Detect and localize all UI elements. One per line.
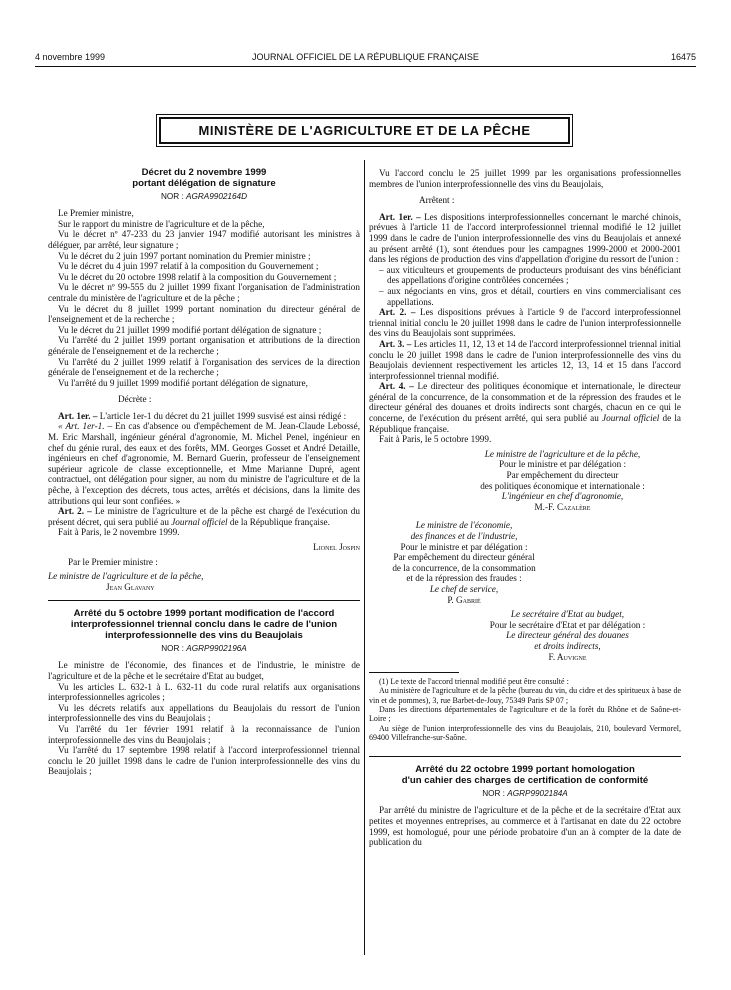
sig-name: F. Auvigne <box>548 651 587 662</box>
header-rule <box>35 66 696 67</box>
section-rule <box>369 756 681 757</box>
decret-fait: Fait à Paris, le 2 novembre 1999. <box>58 527 180 538</box>
ministry-heading: MINISTÈRE DE L'AGRICULTURE ET DE LA PÊCHE <box>159 117 570 144</box>
sig-line: L'ingénieur en chef d'agronomie, <box>501 491 624 502</box>
arrete1-art3: Art. 3. – Les articles 11, 12, 13 et 14 de l'accord interprofessionnel triennal initial conclu le 20 juillet 1998 dans le cadre de l'union interprofessionnelle des vins du Beaujolais deviennent respectivement les articles 12, 13, 14 et 15 dans l'accord interprofessionnel triennal modifié. <box>369 338 681 381</box>
arrete2-title-2: d'un cahier des charges de certification de conformité <box>401 775 649 786</box>
arrete1-para: Vu l'arrêté du 1er février 1991 relatif à la reconnaissance de l'union interprofessionnelle des vins du Beaujolais ; <box>48 723 360 745</box>
arrete1-para: Le ministre de l'économie, des finances et de l'industrie, le ministre de l'agriculture et de la pêche et le secrétaire d'Etat au budget, <box>48 660 360 681</box>
signature-block-economie <box>369 520 559 605</box>
left-column <box>48 168 360 777</box>
arrete1-para: Vu les décrets relatifs aux appellations du Beaujolais du ressort de l'union interprofessionnelle des vins du Beaujolais ; <box>48 702 360 724</box>
signature-block-budget <box>454 609 681 662</box>
footnote <box>369 677 681 742</box>
column-divider <box>364 160 365 955</box>
arrete1-para: Vu les articles L. 632-1 à L. 632-11 du code rural relatifs aux organisations interprofessionnelles agricoles ; <box>48 681 360 703</box>
arrete1-para: Vu l'arrêté du 17 septembre 1998 relatif à l'accord interprofessionnel triennal conclu le 20 juillet 1998 dans le cadre de l'union interprofessionnelle des vins du Beaujolais ; <box>48 745 360 777</box>
decret-para: Vu le décret du 20 octobre 1998 relatif à la composition du Gouvernement ; <box>58 271 337 282</box>
sig-line: Pour le ministre et par délégation : <box>400 541 528 552</box>
decret-signer: Lionel Jospin <box>313 542 360 552</box>
sig-line: et de la répression des fraudes : <box>406 573 522 584</box>
footnote-line: Au ministère de l'agriculture et de la pêche (bureau du vin, du cidre et des spiritueux à base de vin et de pommes), 3, rue Barbet-de-Jouy, 75349 Paris SP 07 ; <box>369 686 681 705</box>
decret-para: Vu le décret du 4 juin 1997 relatif à la composition du Gouvernement ; <box>58 261 319 272</box>
sig-name: M.-F. Cazalère <box>534 501 591 512</box>
right-column <box>369 168 681 848</box>
decret-para: Vu le décret du 21 juillet 1999 modifié portant délégation de signature ; <box>58 324 322 335</box>
sig-line: des politiques économique et internationale : <box>480 480 645 491</box>
decret-ministre-name: Jean Glavany <box>106 581 155 592</box>
decrete: Décrète : <box>118 394 152 405</box>
decret-para: Vu l'arrêté du 2 juillet 1999 portant organisation et attributions de la direction générale de l'enseignement et de la recherche ; <box>48 335 360 356</box>
sig-line: Le chef de service, <box>429 583 499 594</box>
decret-nor: NOR : AGRA9902164D <box>160 191 248 201</box>
sig-line: Le directeur général des douanes <box>506 630 629 641</box>
sig-line: des finances et de l'industrie, <box>410 531 518 541</box>
sig-line: Pour le ministre et par délégation : <box>498 459 627 470</box>
sig-line: Par empêchement du directeur <box>506 470 619 481</box>
footnote-rule <box>369 672 459 673</box>
decret-para: Sur le rapport du ministre de l'agriculture et de la pêche, <box>58 218 265 229</box>
list-item: – aux négociants en vins, gros et détail, courtiers en vins commercialisant ces appellations. <box>379 285 681 307</box>
arrete2-title-1: Arrêté du 22 octobre 1999 portant homologation <box>415 764 635 776</box>
sig-name: P. Gabriė <box>447 594 481 605</box>
header-date: 4 novembre 1999 <box>35 52 106 62</box>
footnote-line: Dans les directions départementales de l'agriculture et de la forêt du Rhône et de Saône-et-Loire ; <box>369 705 681 724</box>
arrete1-art1: Art. 1er. – Les dispositions interprofessionnelles concernant le marché chinois, prévues à l'article 11 de l'accord interprofessionnel triennal modifié le 12 juillet 1999 dans le cadre de l'union interprofessionnelle des vins du Beaujolais et annexé au présent arrêté (1), sont étendues pour les campagnes 1999-2000 et 2000-2001 dans les régions de production des vins d'appellation d'origine du ressort de l'union : <box>369 211 681 265</box>
decret-para: Vu l'arrêté du 2 juillet 1999 relatif à l'organisation des services de la direction générale de l'enseignement et de la recherche ; <box>48 356 360 378</box>
journal-title: JOURNAL OFFICIEL DE LA RÉPUBLIQUE FRANÇAISE <box>252 52 479 62</box>
decret-par: Par le Premier ministre : <box>68 556 158 567</box>
arrete1-para: Vu l'accord conclu le 25 juillet 1999 par les organisations professionnelles membres de l'union interprofessionnelle des vins du Beaujolais, <box>369 168 681 189</box>
sig-line: Le secrétaire d'Etat au budget, <box>510 609 625 620</box>
decret-para: Vu le décret nº 47-233 du 23 janvier 1947 modifié autorisant les ministres à déléguer, par arrêté, leur signature ; <box>48 229 360 250</box>
footnote-line: (1) Le texte de l'accord triennal modifié peut être consulté : <box>379 677 569 687</box>
list-item: – aux viticulteurs et groupements de producteurs produisant des vins bénéficiant des appellations d'origine contrôlées concernées ; <box>379 264 681 286</box>
arrete1-fait: Fait à Paris, le 5 octobre 1999. <box>379 434 492 445</box>
sig-line: et droits indirects, <box>534 640 601 651</box>
decret-ministre: Le ministre de l'agriculture et de la pêche, <box>48 571 204 582</box>
sig-line: Le ministre de l'économie, <box>415 520 513 531</box>
arrete1-title: Arrêté du 5 octobre 1999 portant modification de l'accord interprofessionnel triennal conclu dans le cadre de l'union interprofessionnelle des vins du Beaujolais <box>70 608 338 641</box>
arrete2-nor: NOR : AGRP9902184A <box>482 788 568 798</box>
arrete1-nor: NOR : AGRP9902196A <box>161 643 247 653</box>
decret-art1-quote: « Art. 1er-1. – En cas d'absence ou d'empêchement de M. Jean-Claude Lebossé, M. Eric Marshall, ingénieur général d'agronomie, M. Michel Penel, ingénieur en chef du génie rural, des eaux et des forêts, MM. Georges Gosset et André Detaille, ingénieurs en chef d'agronomie, M. Bernard Guerin, professeur de l'enseignement supérieur agricole de classe exceptionnelle, et Mme Marianne Dupré, agent contractuel, ont délégation pour signer, au nom du ministre de l'agriculture et de la pêche, à l'exception des décrets, tous actes, arrêtés et décisions, dans la limite des attributions qui leur sont confiées. » <box>48 421 360 506</box>
decret-title-2: portant délégation de signature <box>132 177 276 189</box>
sig-line: Pour le secrétaire d'Etat et par délégation : <box>489 619 646 630</box>
arrete2-para: Par arrêté du ministre de l'agriculture et de la pêche et de la secrétaire d'Etat aux petites et moyennes entreprises, au commerce et à l'artisanat en date du 22 octobre 1999, est homologué, pour une période probatoire d'un an à compter de la date de publication du <box>369 805 681 848</box>
decret-art1: Art. 1er. – L'article 1er-1 du décret du 21 juillet 1999 susvisé est ainsi rédigé : <box>58 410 347 421</box>
arrete1-art2: Art. 2. – Les dispositions prévues à l'article 9 de l'accord interprofessionnel triennal initial conclu le 20 juillet 1998 dans le cadre de l'union interprofessionnelle des vins du Beaujolais sont supprimées. <box>369 307 681 339</box>
decret-art2: Art. 2. – Le ministre de l'agriculture et de la pêche est chargé de l'exécution du présent décret, qui sera publié au Journal officiel de la République française. <box>48 506 360 527</box>
arrete1-art4: Art. 4. – Le directeur des politiques économique et internationale, le directeur général de la concurrence, de la consommation et de la répression des fraudes et le directeur général des douanes et droits indirects sont chargés, chacun en ce qui le concerne, de l'exécution du présent arrêté, qui sera publié au Journal officiel de la République française. <box>369 381 682 434</box>
decret-para: Vu l'arrêté du 9 juillet 1999 modifié portant délégation de signature, <box>58 377 308 388</box>
decret-para: Vu le décret du 2 juin 1997 portant nomination du Premier ministre ; <box>58 250 311 261</box>
arrete1-list <box>369 265 681 307</box>
page-number: 16475 <box>670 52 696 62</box>
signature-block-agriculture <box>444 449 681 513</box>
arretent: Arrêtent : <box>419 195 455 206</box>
decret-para: Vu le décret nº 99-555 du 2 juillet 1999 fixant l'organisation de l'administration centrale du ministère de l'agriculture et de la pêche ; <box>48 282 360 303</box>
decret-para: Le Premier ministre, <box>58 208 134 219</box>
sig-line: Le ministre de l'agriculture et de la pêche, <box>484 448 641 459</box>
sig-line: de la concurrence, de la consommation <box>392 562 536 573</box>
decret-para: Vu le décret du 8 juillet 1999 portant nomination du directeur général de l'enseignement et de la recherche ; <box>48 303 360 325</box>
footnote-line: Au siège de l'union interprofessionnelle des vins du Beaujolais, 210, boulevard Vermorel, 69400 Villefranche-sur-Saône. <box>369 723 681 742</box>
sig-line: Par empêchement du directeur général <box>393 552 535 563</box>
decret-title-1: Décret du 2 novembre 1999 <box>141 167 267 178</box>
section-rule <box>48 600 360 601</box>
